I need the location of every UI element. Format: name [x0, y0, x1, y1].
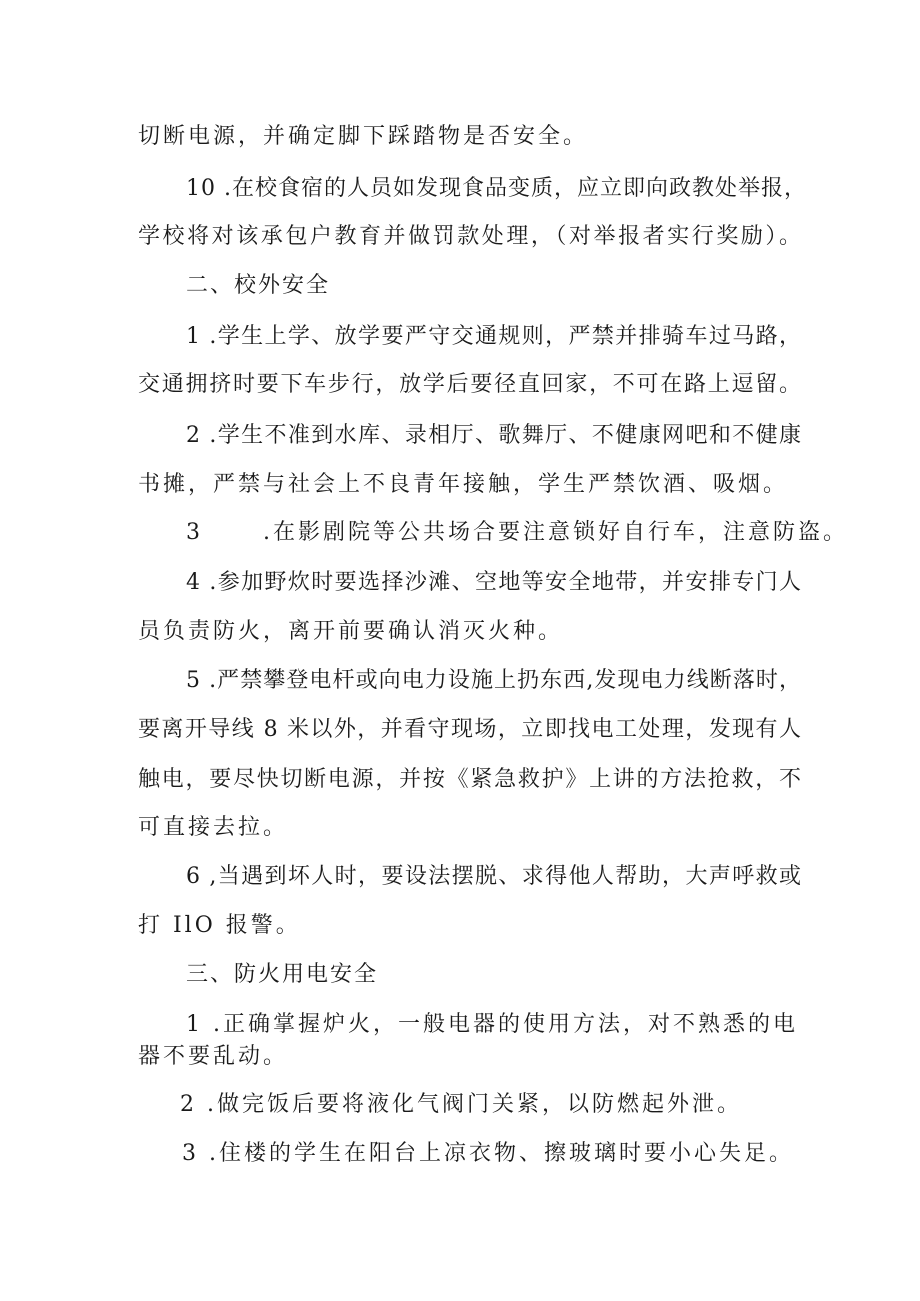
text-line: 学校将对该承包户教育并做罚款处理，（对举报者实行奖励）。: [138, 224, 802, 249]
text-line: 器不要乱动。: [138, 1044, 289, 1069]
text-line: 员负责防火，离开前要确认消灭火种。: [138, 619, 564, 644]
text-line: 1 .学生上学、放学要严守交通规则，严禁并排骑车过马路，: [186, 324, 802, 349]
text-line: 2 .做完饭后要将液化气阀门关紧，以防燃起外泄。: [180, 1092, 742, 1117]
text-line: 打 IlO 报警。: [138, 913, 301, 938]
text-line: 可直接去拉。: [138, 815, 289, 840]
text-line: 切断电源，并确定脚下踩踏物是否安全。: [138, 124, 589, 149]
text-line: 5 .严禁攀登电杆或向电力设施上扔东西,发现电力线断落时，: [186, 668, 802, 693]
text-line: 2 .学生不准到水库、录相厅、歌舞厅、不健康网吧和不健康: [186, 423, 802, 448]
text-line: 要离开导线 8 米以外，并看守现场，立即找电工处理，发现有人: [138, 717, 802, 742]
text-line: 3 .住楼的学生在阳台上凉衣物、擦玻璃时要小心失足。: [182, 1141, 794, 1166]
text-line: 书摊，严禁与社会上不良青年接触，学生严禁饮酒、吸烟。: [138, 472, 789, 497]
text-line: 10 .在校食宿的人员如发现食品变质，应立即向政教处举报，: [186, 176, 807, 201]
section-heading: 三、防火用电安全: [186, 962, 379, 987]
text-line: 6 ,当遇到坏人时，要设法摆脱、求得他人帮助，大声呼救或: [186, 864, 802, 889]
text-line: 3 .在影剧院等公共场合要注意锁好自行车，注意防盗。: [186, 520, 848, 545]
text-line: 交通拥挤时要下车步行，放学后要径直回家，不可在路上逗留。: [138, 372, 802, 397]
text-line: 1 .正确掌握炉火，一般电器的使用方法，对不熟悉的电: [186, 1012, 798, 1037]
text-line: 4 .参加野炊时要选择沙滩、空地等安全地带，并安排专门人: [186, 570, 802, 595]
section-heading: 二、校外安全: [186, 273, 331, 298]
text-line: 触电，要尽快切断电源，并按《紧急救护》上讲的方法抢救，不: [138, 767, 802, 792]
